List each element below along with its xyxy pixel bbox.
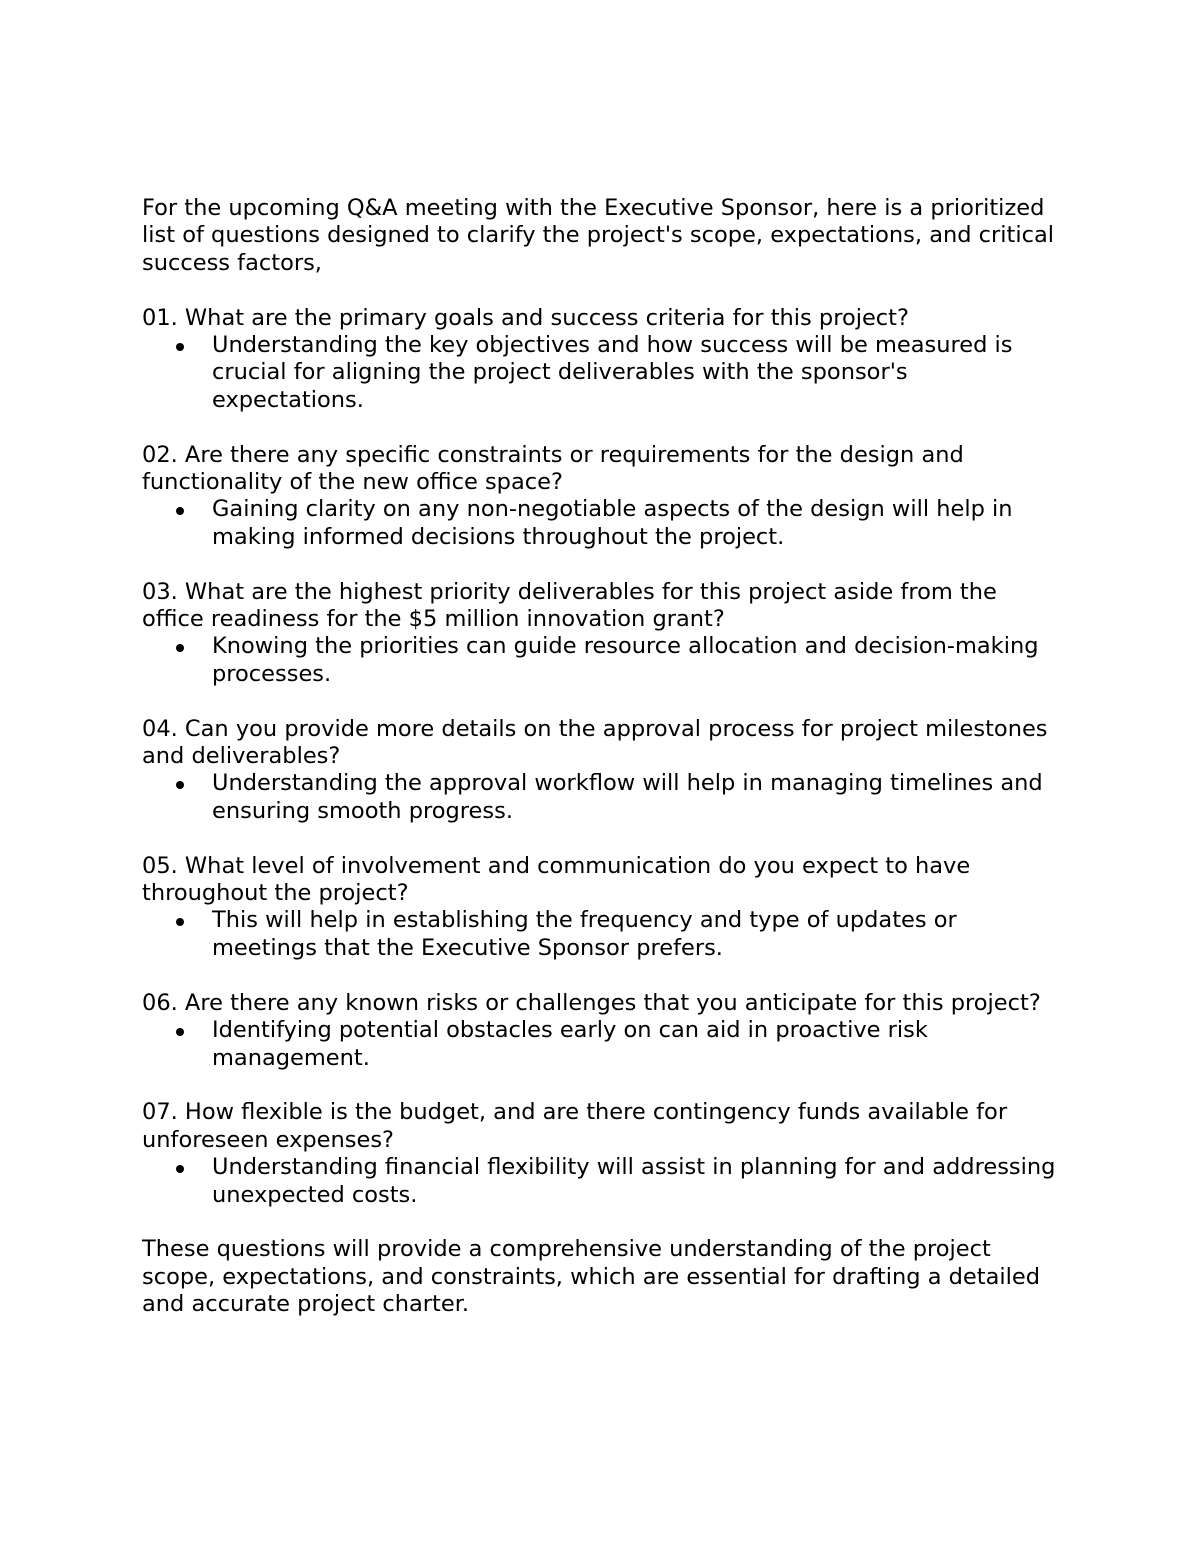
bullet-item bbox=[142, 907, 1062, 962]
bullet-icon bbox=[176, 781, 184, 789]
bullet-list bbox=[142, 1154, 1062, 1209]
bullet-text: Knowing the priorities can guide resource allocation and decision-making processes. bbox=[212, 633, 1039, 687]
question-block-04 bbox=[142, 716, 1062, 826]
bullet-text: Gaining clarity on any non-negotiable aspects of the design will help in making informed decisions throughout the project. bbox=[212, 496, 1013, 550]
question-block-06 bbox=[142, 990, 1062, 1072]
document-page bbox=[142, 195, 1062, 1319]
question-block-05 bbox=[142, 853, 1062, 963]
bullet-icon bbox=[176, 507, 184, 515]
question-text: 04. Can you provide more details on the approval process for project milestones and deliverables? bbox=[142, 715, 1048, 770]
question-text: 03. What are the highest priority deliverables for this project aside from the office readiness for the $5 million innovation grant? bbox=[142, 578, 997, 633]
question-text: 01. What are the primary goals and success criteria for this project? bbox=[142, 304, 909, 331]
question-text: 05. What level of involvement and communication do you expect to have throughout the project? bbox=[142, 852, 971, 907]
bullet-text: Understanding the approval workflow will help in managing timelines and ensuring smooth progress. bbox=[212, 770, 1043, 824]
question-text: 07. How flexible is the budget, and are there contingency funds available for unforeseen expenses? bbox=[142, 1099, 1008, 1153]
bullet-text: Understanding the key objectives and how success will be measured is crucial for aligning the project deliverables with the sponsor's expectations. bbox=[212, 332, 1013, 413]
bullet-text: Identifying potential obstacles early on can aid in proactive risk management. bbox=[212, 1017, 928, 1071]
bullet-list bbox=[142, 770, 1062, 825]
question-block-07 bbox=[142, 1099, 1062, 1209]
bullet-icon bbox=[176, 343, 184, 351]
bullet-icon bbox=[176, 1028, 184, 1036]
bullet-list bbox=[142, 1017, 1062, 1072]
bullet-item bbox=[142, 496, 1062, 551]
bullet-text: This will help in establishing the frequency and type of updates or meetings that the Executive Sponsor prefers. bbox=[212, 907, 957, 961]
question-block-02 bbox=[142, 442, 1062, 552]
bullet-list bbox=[142, 332, 1062, 414]
intro-paragraph: For the upcoming Q&A meeting with the Executive Sponsor, here is a prioritized list of questions designed to clarify the project's scope, expectations, and critical success factors, bbox=[142, 195, 1055, 276]
bullet-item bbox=[142, 633, 1062, 688]
bullet-icon bbox=[176, 644, 184, 652]
bullet-item bbox=[142, 1154, 1062, 1209]
question-block-01 bbox=[142, 305, 1062, 415]
closing-paragraph: These questions will provide a comprehensive understanding of the project scope, expectations, and constraints, which are essential for drafting a detailed and accurate project charter. bbox=[142, 1236, 1041, 1318]
bullet-list bbox=[142, 907, 1062, 962]
bullet-item bbox=[142, 1017, 1062, 1072]
bullet-icon bbox=[176, 1165, 184, 1173]
bullet-icon bbox=[176, 918, 184, 926]
bullet-item bbox=[142, 770, 1062, 825]
question-text: 02. Are there any specific constraints or requirements for the design and functionality of the new office space? bbox=[142, 441, 964, 496]
bullet-text: Understanding financial flexibility will assist in planning for and addressing unexpected costs. bbox=[212, 1154, 1056, 1208]
bullet-list bbox=[142, 496, 1062, 551]
question-text: 06. Are there any known risks or challenges that you anticipate for this project? bbox=[142, 989, 1041, 1016]
bullet-list bbox=[142, 633, 1062, 688]
question-block-03 bbox=[142, 579, 1062, 689]
bullet-item bbox=[142, 332, 1062, 414]
